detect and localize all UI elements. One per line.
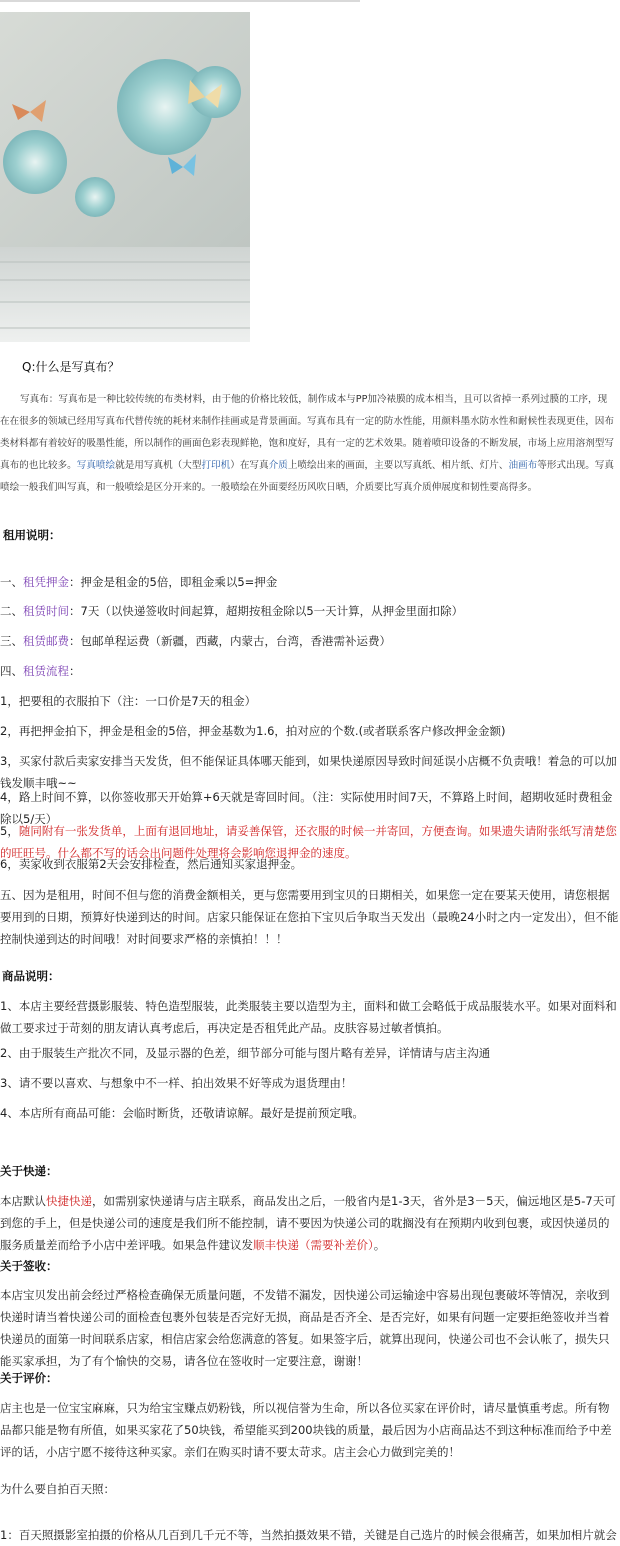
intro-link[interactable]: 打印机: [201, 460, 231, 471]
goods-item: 2、由于服装生产批次不同，及显示器的色差，细节部分可能与图片略有差异，详情请与店主沟通: [0, 1046, 491, 1060]
intro-text: 写真布：写真布是一种比较传统的布类材料，由于他的价格比较低，制作成本与PP加冷裱膜的成本相当，且可以省掉一系列过膜的工序，现在在很多的领域已经用写真布代替传统的耗材来制作挂画或是背景画面。写真布具有一定的防水性能，用颜料墨水防水性和耐候性表现更佳，因布类材料都有着较好的吸墨性能，所以制作的画面色彩表现鲜艳，饱和度好，具有一定的艺术效果。随着喷印设备的不断发展，市场上应用溶剂型写真布的也比较多。: [0, 394, 614, 471]
product-photo: [0, 12, 250, 342]
rent-note: 五、因为是租用，时间不但与您的消费金额相关，更与您需要用到宝贝的日期相关，如果您一定在要某天使用，请您根据要用到的日期，预算好快递到达的时间。店家只能保证在您拍下宝贝后争取当天发出（最晚24小时之内一定发出），但不能控制快递到达的时间哦！对时间要求严格的亲慎拍！！！: [0, 888, 619, 946]
intro-text: 上喷绘出来的画面，主要以写真纸、相片纸、灯片、: [287, 460, 509, 471]
rent-warning-text: 随同附有一张发货单，上面有退回地址，请妥善保管，还衣服的时候一并寄回，方便查询。如果遗失请附张纸写清楚您的旺旺号。什么都不写的话会出问题件处理将会影响您退押金的速度。: [0, 824, 617, 860]
goods-item: 3、请不要以喜欢、与想象中不一样、拍出效果不好等成为退货理由！: [0, 1076, 353, 1090]
backdrop-image: [0, 12, 250, 342]
rent-item-key: 租凭押金: [23, 575, 69, 589]
express-text-part: 本店默认: [0, 1194, 46, 1208]
rent-item-process: [0, 660, 620, 682]
intro-link[interactable]: 写真喷绘: [76, 460, 116, 471]
paper-flower: [3, 130, 67, 194]
goods-title: 商品说明：: [2, 969, 60, 983]
rent-item-key: 租赁流程: [23, 664, 69, 678]
express-highlight: 快捷快递: [46, 1194, 92, 1208]
rent-step: 2，再把押金拍下，押金是租金的5倍，押金基数为1.6，拍对应的个数.(或者联系客户修改押金金额): [0, 724, 506, 738]
rent-step: 3，买家付款后卖家安排当天发货，但不能保证具体哪天能到，如果快递原因导致时间延误小店概不负责哦！着急的可以加钱发顺丰哦~~: [0, 754, 617, 790]
paper-flower: [75, 177, 115, 217]
rent-item-text: ：: [69, 664, 81, 678]
sign-text: 本店宝贝发出前会经过严格检查确保无质量问题，不发错不漏发，因快递公司运输途中容易出现包裹破坏等情况，亲收到快递时请当着快递公司的面检查包裹外包装是否完好无损，商品是否齐全、是否完好，如果有问题一定要拒绝签收并当着快递员的面第一时间联系店家，相信店家会给您满意的答复。如果签字后，就算出现问，快递公司也不会认帐了，损失只能买家承担，为了有个愉快的交易，请各位在签收时一定要注意，谢谢！: [0, 1288, 610, 1368]
review-text: 店主也是一位宝宝麻麻，只为给宝宝赚点奶粉钱，所以视信誉为生命，所以各位买家在评价时，请尽量慎重考虑。所有物品都只能是物有所值，如果买家花了50块钱，希望能买到200块钱的质量，最后因为小店商品达不到这种标准而给予中差评的话，小店宁愿不接待这种买家。亲们在购买时请不要太苛求。店主会心力做到完美的！: [0, 1401, 612, 1459]
sign-title: 关于签收：: [0, 1259, 58, 1273]
rent-item-number: 三、: [0, 634, 23, 648]
baby-title: 为什么要自拍百天照：: [0, 1482, 115, 1496]
goods-item: 1、本店主要经营摄影服装、特色造型服装，此类服装主要以造型为主，面料和做工会略低于成品服装水平。如果对面料和做工要求过于苛刻的朋友请认真考虑后，再决定是否租凭此产品。皮肤容易过敏者慎拍。: [0, 999, 617, 1035]
intro-text: 就是用写真机（大型: [115, 460, 202, 471]
express-highlight: 顺丰快递（需要补差价）: [253, 1238, 374, 1252]
rent-step-number: 5，: [0, 824, 19, 838]
rent-item-text: ：7天（以快递签收时间起算，超期按租金除以5一天计算，从押金里面扣除）: [69, 604, 464, 618]
rent-item-postage: [0, 630, 620, 652]
rent-item-text: ：押金是租金的5倍，即租金乘以5=押金: [69, 575, 278, 589]
rent-title: 租用说明：: [3, 528, 61, 542]
rent-item-number: 四、: [0, 664, 23, 678]
intro-paragraph: [0, 389, 614, 499]
goods-item: 4、本店所有商品可能：会临时断货，还敬请谅解。最好是提前预定哦。: [0, 1106, 364, 1120]
rent-item-deposit: [0, 571, 620, 593]
rent-item-text: ：包邮单程运费（新疆，西藏，内蒙古，台湾，香港需补运费）: [69, 634, 391, 648]
express-text-part: ，如需别家快递请与店主联系，商品发出之后，一般省内是1-3天，省外是3－5天，偏远地区是5-7天可到您的手上，但是快递公司的速度是我们所不能控制，请不要因为快递公司的耽搁没有在预期内收到包裹，或因快递员的服务质量差而给予小店中差评哦。如果急件建议发: [0, 1194, 616, 1252]
rent-step: 6，卖家收到衣服第2天会安排检查，然后通知买家退押金。: [0, 857, 303, 871]
rent-item-number: 一、: [0, 575, 23, 589]
intro-link[interactable]: 介质: [268, 460, 288, 471]
express-text: [0, 1190, 620, 1256]
review-title: 关于评价：: [0, 1371, 58, 1385]
baby-item: 1：百天照摄影室拍摄的价格从几百到几千元不等，当然拍摄效果不错，关键是自己选片的时候会很痛苦，如果加相片就会: [0, 1528, 617, 1542]
rent-item-key: 租赁邮费: [23, 634, 69, 648]
intro-text: ）在写真: [230, 460, 269, 471]
rent-item-number: 二、: [0, 604, 23, 618]
rent-step: 1，把要租的衣服拍下（注：一口价是7天的租金）: [0, 694, 257, 708]
top-divider: [0, 0, 360, 2]
express-title: 关于快递：: [0, 1164, 58, 1178]
rent-step: 4，路上时间不算，以你签收那天开始算+6天就是寄回时间。（注：实际使用时间7天，不算路上时间，超期收延时费租金除以5/天）: [0, 790, 613, 826]
question-heading: Q:什么是写真布？: [22, 360, 120, 374]
rent-item-time: [0, 600, 620, 622]
rent-item-key: 租赁时间: [23, 604, 69, 618]
intro-link[interactable]: 油画布: [508, 460, 538, 471]
express-text-part: 。: [373, 1238, 386, 1252]
intro-text: 等形式出现。写真喷绘一般我们叫写真，和一般喷绘是区分开来的。一般喷绘在外面要经历风吹日晒，介质要比写真介质伸展度和韧性要高得多。: [0, 460, 614, 493]
